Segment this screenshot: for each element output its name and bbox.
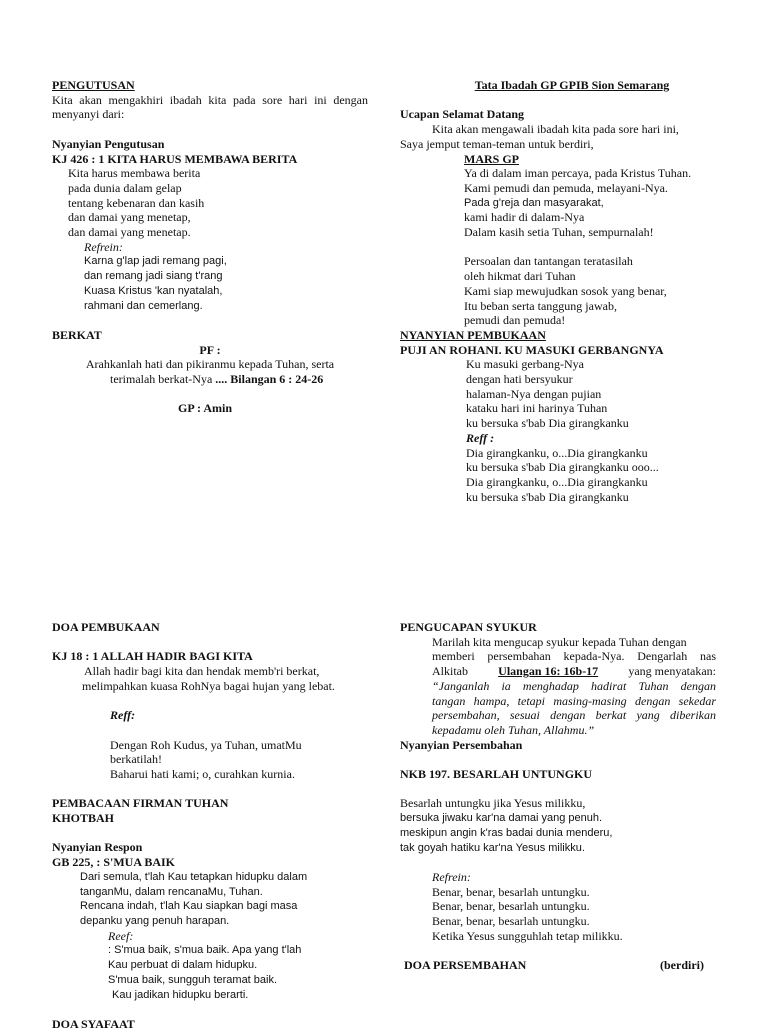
verse-line: Ya di dalam iman percaya, pada Kristus Tuhan. xyxy=(464,166,692,181)
quadrant-pengutusan xyxy=(52,78,368,416)
pf-label: PF : xyxy=(199,342,221,357)
scripture-reference: Ulangan 16: 16b-17 xyxy=(498,664,599,679)
reff-line: berkatilah! xyxy=(110,752,162,767)
verse-line: Dalam kasih setia Tuhan, sempurnalah! xyxy=(464,225,654,240)
refrain-line: Benar, benar, besarlah untungku. xyxy=(432,884,590,899)
refrain-line: Benar, benar, besarlah untungku. xyxy=(432,899,590,914)
song-heading: Nyanyian Respon xyxy=(52,840,143,855)
scripture-reference: .... Bilangan 6 : 24-26 xyxy=(215,372,324,387)
reef-label: Reef: xyxy=(108,928,134,943)
song-title: PUJI AN ROHANI. KU MASUKI GERBANGNYA xyxy=(400,342,664,357)
quadrant-pengucapan-syukur xyxy=(400,620,716,973)
song-title: KJ 426 : 1 KITA HARUS MEMBAWA BERITA xyxy=(52,151,298,166)
intro-line: Kita akan mengakhiri ibadah kita pada sore hari ini dengan xyxy=(52,92,368,107)
section-title-doa-persembahan: DOA PERSEMBAHAN xyxy=(404,958,527,973)
section-title-nyanyian-pembukaan: NYANYIAN PEMBUKAAN xyxy=(400,327,546,342)
reff-line: Baharui hati kami; o, curahkan kurnia. xyxy=(110,766,295,781)
gp-amin: GP : Amin xyxy=(178,401,233,416)
section-title-doa-pembukaan: DOA PEMBUKAAN xyxy=(52,620,160,634)
reef-line: Kau perbuat di dalam hidupku. xyxy=(108,959,258,972)
verse-line: dengan hati bersyukur xyxy=(466,372,573,387)
verse-line: oleh hikmat dari Tuhan xyxy=(464,269,576,284)
verse-line: meskipun angin k'ras badai dunia menderu, xyxy=(400,826,613,839)
section-title-pengucapan-syukur: PENGUCAPAN SYUKUR xyxy=(400,620,537,634)
song-title-mars-gp: MARS GP xyxy=(464,151,519,166)
refrain-label: Refrein: xyxy=(84,239,123,254)
verse-line: Kita harus membawa berita xyxy=(68,166,201,181)
quote-line: “Janganlah ia menghadap hadirat Tuhan dengan xyxy=(432,678,716,693)
refrain-label: Refrein: xyxy=(432,869,471,884)
verse-line: Ku masuki gerbang-Nya xyxy=(466,357,584,372)
song-title: GB 225, : S'MUA BAIK xyxy=(52,855,176,870)
verse-line: pemudi dan pemuda! xyxy=(464,313,566,328)
verse-line: kami hadir di dalam-Nya xyxy=(464,210,585,225)
reff-line: ku bersuka s'bab Dia girangkanku xyxy=(466,489,629,504)
doa-persembahan-row xyxy=(400,958,716,973)
verse-line: Kami pemudi dan pemuda, melayani-Nya. xyxy=(464,180,668,195)
syukur-line: Alkitab Ulangan 16: 16b-17 yang menyatakan: xyxy=(432,664,716,679)
verse-line: Besarlah untungku jika Yesus milikku, xyxy=(400,796,586,811)
section-title-khotbah: KHOTBAH xyxy=(52,811,115,826)
section-title-pengutusan: PENGUTUSAN xyxy=(52,78,135,92)
song-heading: Nyanyian Pengutusan xyxy=(52,136,165,151)
verse-line: Rencana indah, t'lah Kau siapkan bagi masa xyxy=(80,900,298,913)
quote-line: kepadamu oleh Tuhan, Allahmu.” xyxy=(432,722,595,737)
refrain-line: Ketika Yesus sungguhlah tetap milikku. xyxy=(432,928,623,943)
song-title: KJ 18 : 1 ALLAH HADIR BAGI KITA xyxy=(52,649,253,664)
reff-line: Dia girangkanku, o...Dia girangkanku xyxy=(466,445,648,460)
berdiri-note: (berdiri) xyxy=(660,958,704,973)
welcome-line: Saya jemput teman-teman untuk berdiri, xyxy=(400,136,594,151)
pf-text: terimalah berkat-Nya xyxy=(110,372,213,387)
quadrant-pembukaan xyxy=(400,78,716,504)
refrain-line: Karna g'lap jadi remang pagi, xyxy=(84,255,227,268)
document-header: Tata Ibadah GP GPIB Sion Semarang xyxy=(474,78,670,92)
verse-line: bersuka jiwaku kar'na damai yang penuh. xyxy=(400,812,603,825)
quadrant-doa-pembukaan xyxy=(52,620,368,1032)
reff-label: Reff: xyxy=(110,708,136,723)
verse-line: ku bersuka s'bab Dia girangkanku xyxy=(466,416,629,431)
verse-line: dan damai yang menetap, xyxy=(68,210,191,225)
song-heading: Nyanyian Persembahan xyxy=(400,737,523,752)
welcome-line: Kita akan mengawali ibadah kita pada sore hari ini, xyxy=(432,122,679,137)
section-title-welcome: Ucapan Selamat Datang xyxy=(400,107,525,122)
verse-line: kataku hari ini harinya Tuhan xyxy=(466,401,608,416)
verse-line: Kami siap mewujudkan sosok yang benar, xyxy=(464,283,667,298)
verse-line: Persoalan dan tantangan teratasilah xyxy=(464,254,633,269)
verse-line: tak goyah hatiku kar'na Yesus milikku. xyxy=(400,841,585,854)
syukur-line: memberi persembahan kepada-Nya. Dengarlah nas xyxy=(432,649,716,664)
verse-line: Allah hadir bagi kita dan hendak memb'ri berkat, xyxy=(84,664,320,679)
quote-line: persembahan, sesuai dengan berkat yang diberikan xyxy=(432,708,716,723)
verse-line: pada dunia dalam gelap xyxy=(68,180,182,195)
reff-label: Reff : xyxy=(466,430,495,445)
reff-line: Dengan Roh Kudus, ya Tuhan, umatMu xyxy=(110,737,302,752)
verse-line: Dari semula, t'lah Kau tetapkan hidupku dalam xyxy=(80,870,308,883)
quote-line: tangan hampa, tetapi masing-masing dengan sekedar xyxy=(432,693,716,708)
refrain-line: Benar, benar, besarlah untungku. xyxy=(432,914,590,929)
verse-line: melimpahkan kuasa RohNya bagai hujan yang lebat. xyxy=(82,678,335,693)
reef-line: S'mua baik, sungguh teramat baik. xyxy=(108,973,278,986)
verse-line: halaman-Nya dengan pujian xyxy=(466,386,602,401)
verse-line: Pada g'reja dan masyarakat, xyxy=(464,196,604,209)
reef-line: : S'mua baik, s'mua baik. Apa yang t'lah xyxy=(108,944,302,957)
refrain-line: rahmani dan cemerlang. xyxy=(84,299,203,312)
verse-line: tanganMu, dalam rencanaMu, Tuhan. xyxy=(80,885,263,898)
section-title-berkat: BERKAT xyxy=(52,327,102,342)
verse-line: Itu beban serta tanggung jawab, xyxy=(464,298,617,313)
verse-line: dan damai yang menetap. xyxy=(68,225,191,240)
pf-text: Arahkanlah hati dan pikiranmu kepada Tuhan, serta xyxy=(85,357,335,372)
intro-line: menyanyi dari: xyxy=(52,107,125,122)
refrain-line: dan remang jadi siang t'rang xyxy=(84,270,223,283)
reff-line: Dia girangkanku, o...Dia girangkanku xyxy=(466,474,648,489)
syukur-line: Marilah kita mengucap syukur kepada Tuhan dengan xyxy=(432,634,687,649)
song-title: NKB 197. BESARLAH UNTUNGKU xyxy=(400,767,593,782)
refrain-line: Kuasa Kristus 'kan nyatalah, xyxy=(84,284,223,297)
reff-line: ku bersuka s'bab Dia girangkanku ooo... xyxy=(466,460,659,475)
verse-line: tentang kebenaran dan kasih xyxy=(68,195,205,210)
verse-line: depanku yang penuh harapan. xyxy=(80,914,230,927)
reef-line: Kau jadikan hidupku berarti. xyxy=(112,988,249,1001)
section-title-firman: PEMBACAAN FIRMAN TUHAN xyxy=(52,796,229,811)
section-title-doa-syafaat: DOA SYAFAAT xyxy=(52,1016,135,1031)
